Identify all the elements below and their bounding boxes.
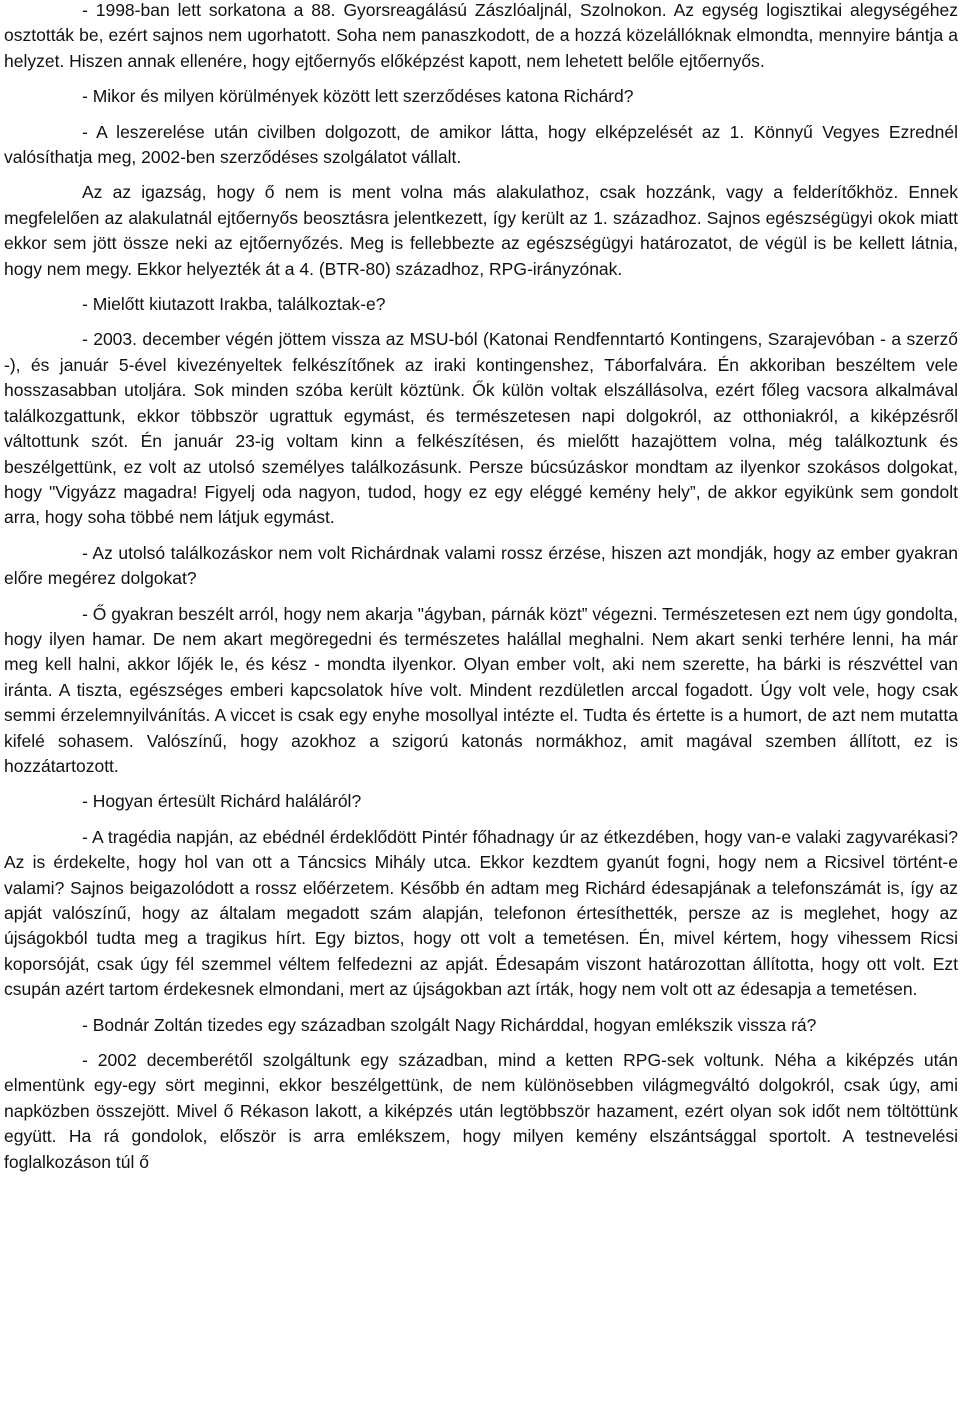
paragraph-6-text: - A tragédia napján, az ebédnél érdeklődött Pintér főhadnagy úr az étkezdében, hogy van-e valaki zagyvarékasi? Az is érdekelte, hogy hol van ott a Táncsics Mihály utca. Ekkor kezdtem gyanút fogni, hogy nem a Ricsivel történt-e valami? Sajnos beigazolódott a rossz előérzetem. Később én adtam meg Richárd édesapjának a telefonszámát is, így az apját valószínű, hogy az általam megadott szám alapján, telefonon értesíthették, persze az is meglehet, hogy az újságokból tudta meg a tragikus hírt. Egy biztos, hogy ott volt a temetésen. Én, mivel kértem, hogy vihessem Ricsi koporsóját, csak úgy fél szemmel véltem felfedezni az apját. Édesapám viszont határozottan állította, hogy ott volt. Ezt csupán azért tartom érdekesnek elmondani, mert az újságokban azt írták, hogy nem volt ott az édesapja a temetésen. (4, 826, 958, 1000)
paragraph-4 (4, 327, 958, 530)
paragraph-1-text: - 1998-ban lett sorkatona a 88. Gyorsreagálású Zászlóaljnál, Szolnokon. Az egység logisztikai alegységéhez osztották be, ezért sajnos nem ugorhatott. Soha nem panaszkodott, de a hozzá közelállóknak elmondta, mennyire bántja a helyzet. Hiszen annak ellenére, hogy ejtőernyős előképzést kapott, nem lehetett belőle ejtőernyős. (4, 0, 958, 71)
question-4 (4, 789, 958, 814)
question-2 (4, 292, 958, 317)
document-page (4, 0, 958, 1185)
question-1 (4, 84, 958, 109)
question-4-text: - Hogyan értesült Richárd haláláról? (82, 791, 362, 812)
question-3 (4, 541, 958, 592)
question-2-text: - Mielőtt kiutazott Irakba, találkoztak-e? (82, 294, 386, 315)
paragraph-3 (4, 180, 958, 282)
question-1-text: - Mikor és milyen körülmények között lett szerződéses katona Richárd? (82, 86, 634, 107)
question-5-text: - Bodnár Zoltán tizedes egy században szolgált Nagy Richárddal, hogyan emlékszik vissza rá? (82, 1014, 817, 1035)
paragraph-7-text: - 2002 decemberétől szolgáltunk egy században, mind a ketten RPG-sek voltunk. Néha a kiképzés után elmentünk egy-egy sört meginni, ekkor beszélgettünk, de nem különösebben világmegváltó dolgokról, csak úgy, ami napközben összejött. Mivel ő Rékason lakott, a kiképzés után legtöbbször hazament, ezért olyan sok időt nem töltöttünk együtt. Ha rá gondolok, először is arra emlékszem, hogy milyen kemény elszántsággal sportolt. A testnevelési foglalkozáson túl ő (4, 1050, 958, 1172)
paragraph-6 (4, 825, 958, 1003)
paragraph-4-text: - 2003. december végén jöttem vissza az MSU-ból (Katonai Rendfenntartó Kontingens, Szarajevóban - a szerző -), és január 5-ével kivezényeltek felkészítőnek az iraki kontingenshez, Táborfalvára. Én akkoriban beszéltem vele hosszasabban utoljára. Sok minden szóba került köztünk. Ők külön voltak elszállásolva, ezért főleg vacsora alkalmával találkozgattunk, ekkor többször ugrattuk egymást, és természetesen napi dolgokról, az otthoniakról, a kiképzésről váltottunk szót. Én január 23-ig voltam kinn a felkészítésen, és mielőtt hazajöttem volna, még találkoztunk és beszélgettünk, ez volt az utolsó személyes találkozásunk. Persze búcsúzáskor mondtam az ilyenkor szokásos dolgokat, hogy "Vigyázz magadra! Figyelj oda nagyon, tudod, hogy ez egy eléggé kemény hely”, de akkor egyikünk sem gondolt arra, hogy soha többé nem látjuk egymást. (4, 329, 958, 528)
question-3-text: - Az utolsó találkozáskor nem volt Richárdnak valami rossz érzése, hiszen azt mondják, hogy az ember gyakran előre megérez dolgokat? (4, 542, 958, 589)
paragraph-5 (4, 602, 958, 780)
paragraph-1 (4, 0, 958, 74)
paragraph-7 (4, 1048, 958, 1175)
paragraph-3-text: Az az igazság, hogy ő nem is ment volna más alakulathoz, csak hozzánk, vagy a felderítőkhöz. Ennek megfelelően az alakulatnál ejtőernyős beosztásra jelentkezett, így került az 1. századhoz. Sajnos egészségügyi okok miatt ekkor sem jött össze neki az ejtőernyőzés. Meg is fellebbezte az egészségügyi határozatot, de végül is be kellett látnia, hogy nem megy. Ekkor helyezték át a 4. (BTR-80) századhoz, RPG-irányzónak. (4, 182, 958, 279)
paragraph-2-text: - A leszerelése után civilben dolgozott, de amikor látta, hogy elképzelését az 1. Könnyű Vegyes Ezrednél valósíthatja meg, 2002-ben szerződéses szolgálatot vállalt. (4, 121, 958, 168)
question-5 (4, 1013, 958, 1038)
paragraph-2 (4, 120, 958, 171)
paragraph-5-text: - Ő gyakran beszélt arról, hogy nem akarja "ágyban, párnák közt” végezni. Természetesen ezt nem úgy gondolta, hogy ilyen hamar. De nem akart megöregedni és természetes halállal meghalni. Nem akart senki terhére lenni, ha már meg kell halni, akkor lőjék le, és kész - mondta ilyenkor. Olyan ember volt, aki nem szerette, ha bárki is részvéttel van iránta. A tiszta, egészséges emberi kapcsolatok híve volt. Mindent rezdületlen arccal fogadott. Úgy volt vele, hogy csak semmi érzelemnyilvánítás. A viccet is csak egy enyhe mosollyal intézte el. Tudta és értette is a humort, de azt nem mutatta kifelé sohasem. Valószínű, hogy azokhoz a szigorú katonás normákhoz, amit magával szemben állított, ez is hozzátartozott. (4, 603, 958, 776)
